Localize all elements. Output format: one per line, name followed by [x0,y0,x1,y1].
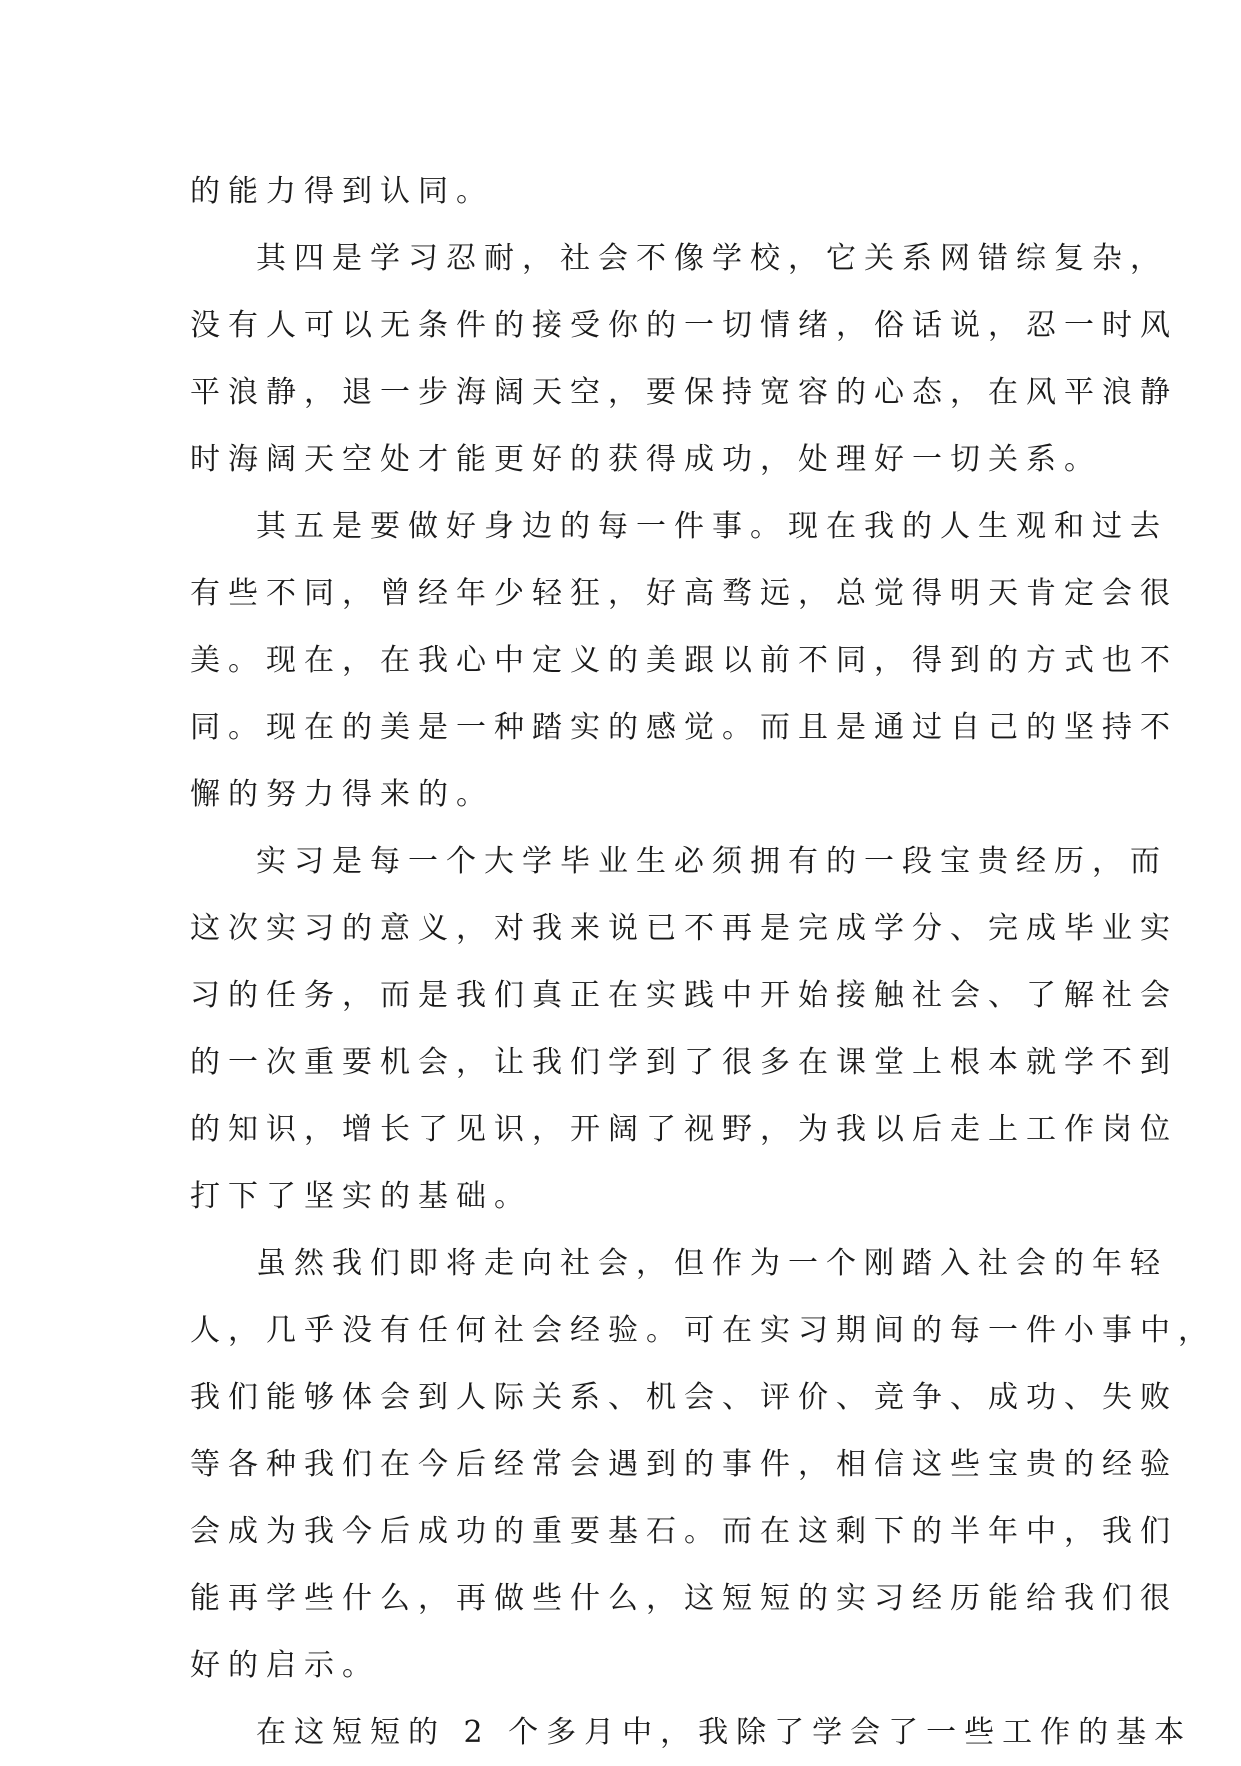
text-line: 美。现在，在我心中定义的美跟以前不同，得到的方式也不 [190,643,1178,678]
text-line: 其五是要做好身边的每一件事。现在我的人生观和过去 [256,509,1168,544]
text-line: 人，几乎没有任何社会经验。可在实习期间的每一件小事中， [190,1313,1216,1348]
text-line: 平浪静，退一步海阔天空，要保持宽容的心态，在风平浪静 [190,375,1178,410]
text-line: 时海阔天空处才能更好的获得成功，处理好一切关系。 [190,442,1102,477]
text-line: 在这短短的 2 个多月中，我除了学会了一些工作的基本 [256,1715,1193,1750]
text-line: 同。现在的美是一种踏实的感觉。而且是通过自己的坚持不 [190,710,1178,745]
text-line: 习的任务，而是我们真正在实践中开始接触社会、了解社会 [190,978,1178,1013]
text-line: 的能力得到认同。 [190,174,494,209]
text-line: 实习是每一个大学毕业生必须拥有的一段宝贵经历，而 [256,844,1168,879]
text-line: 好的启示。 [190,1648,380,1683]
text-line: 其四是学习忍耐，社会不像学校，它关系网错综复杂， [256,241,1168,276]
text-line: 的一次重要机会，让我们学到了很多在课堂上根本就学不到 [190,1045,1178,1080]
text-line: 没有人可以无条件的接受你的一切情绪，俗话说，忍一时风 [190,308,1178,343]
text-line: 懈的努力得来的。 [190,777,494,812]
text-line: 打下了坚实的基础。 [190,1179,532,1214]
document-body [190,158,1216,1766]
text-line: 会成为我今后成功的重要基石。而在这剩下的半年中，我们 [190,1514,1178,1549]
text-line: 能再学些什么，再做些什么，这短短的实习经历能给我们很 [190,1581,1178,1616]
text-line: 的知识，增长了见识，开阔了视野，为我以后走上工作岗位 [190,1112,1178,1147]
text-line: 有些不同，曾经年少轻狂，好高骛远，总觉得明天肯定会很 [190,576,1178,611]
text-line: 这次实习的意义，对我来说已不再是完成学分、完成毕业实 [190,911,1178,946]
text-line: 等各种我们在今后经常会遇到的事件，相信这些宝贵的经验 [190,1447,1178,1482]
text-line: 我们能够体会到人际关系、机会、评价、竞争、成功、失败 [190,1380,1178,1415]
text-line: 虽然我们即将走向社会，但作为一个刚踏入社会的年轻 [256,1246,1168,1281]
